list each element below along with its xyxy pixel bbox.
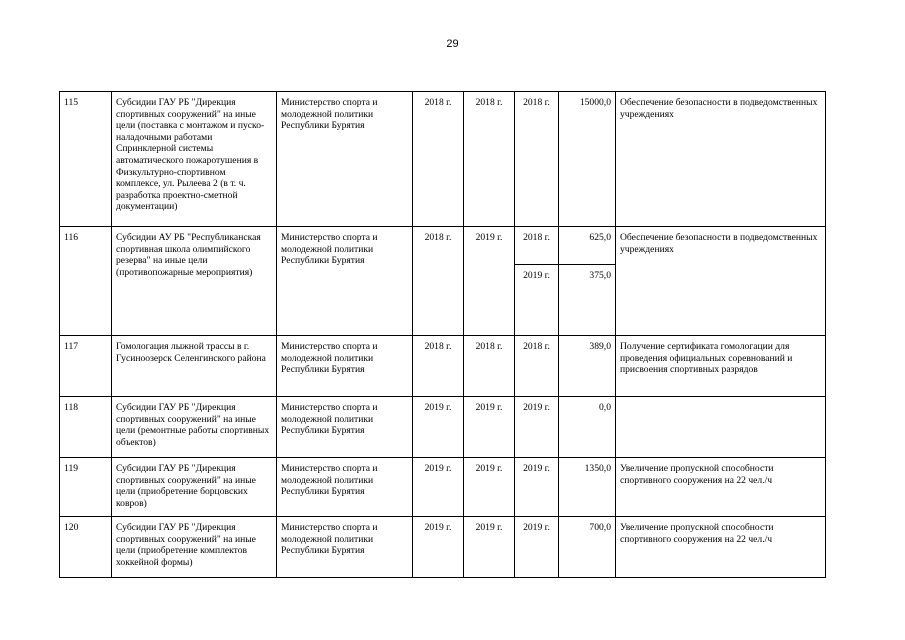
executor: Министерство спорта и молодежной политики Республики Бурятия [277, 92, 413, 227]
expected-result [616, 397, 826, 458]
measure-name: Гомологация лыжной трассы в г. Гусиноозерск Селенгинского района [112, 336, 277, 397]
table-row [60, 92, 826, 227]
measure-name: Субсидии ГАУ РБ "Дирекция спортивных сооружений" на иные цели (приобретение борцовских ковров) [112, 458, 277, 517]
row-number: 115 [60, 92, 112, 227]
row-number: 119 [60, 458, 112, 517]
funding-year: 2019 г. [515, 458, 559, 517]
expected-result: Увеличение пропускной способности спортивного сооружения на 22 чел./ч [616, 517, 826, 578]
executor: Министерство спорта и молодежной политики Республики Бурятия [277, 227, 413, 336]
funding-year: 2019 г. [515, 265, 559, 336]
expected-result: Обеспечение безопасности в подведомственных учреждениях [616, 227, 826, 336]
table-row [60, 336, 826, 397]
expected-result: Получение сертификата гомологации для проведения официальных соревнований и присвоения спортивных разрядов [616, 336, 826, 397]
executor: Министерство спорта и молодежной политики Республики Бурятия [277, 397, 413, 458]
start-year: 2018 г. [413, 227, 464, 336]
funding-amount: 375,0 [559, 265, 616, 336]
end-year: 2019 г. [464, 227, 515, 336]
funding-year: 2019 г. [515, 517, 559, 578]
table-row [60, 397, 826, 458]
row-number: 118 [60, 397, 112, 458]
end-year: 2018 г. [464, 336, 515, 397]
table-row [60, 517, 826, 578]
start-year: 2019 г. [413, 458, 464, 517]
funding-amount: 700,0 [559, 517, 616, 578]
start-year: 2018 г. [413, 92, 464, 227]
funding-amount: 0,0 [559, 397, 616, 458]
funding-amount: 625,0 [559, 227, 616, 265]
start-year: 2019 г. [413, 517, 464, 578]
start-year: 2019 г. [413, 397, 464, 458]
start-year: 2018 г. [413, 336, 464, 397]
end-year: 2019 г. [464, 517, 515, 578]
end-year: 2019 г. [464, 397, 515, 458]
funding-year: 2018 г. [515, 92, 559, 227]
end-year: 2018 г. [464, 92, 515, 227]
program-table [59, 91, 826, 578]
funding-amount: 15000,0 [559, 92, 616, 227]
executor: Министерство спорта и молодежной политики Республики Бурятия [277, 458, 413, 517]
measure-name: Субсидии ГАУ РБ "Дирекция спортивных сооружений" на иные цели (ремонтные работы спортивных объектов) [112, 397, 277, 458]
row-number: 116 [60, 227, 112, 336]
table-row [60, 458, 826, 517]
expected-result: Обеспечение безопасности в подведомственных учреждениях [616, 92, 826, 227]
measure-name: Субсидии ГАУ РБ "Дирекция спортивных сооружений" на иные цели (поставка с монтажом и пуско-наладочными работами Спринклерной системы автоматического пожаротушения в Физкультурно-спортивном комплексе, ул. Рылеева 2 (в т. ч. разработка проектно-сметной документации) [112, 92, 277, 227]
funding-amount: 1350,0 [559, 458, 616, 517]
measure-name: Субсидии ГАУ РБ "Дирекция спортивных сооружений" на иные цели (приобретение комплектов хоккейной формы) [112, 517, 277, 578]
measure-name: Субсидии АУ РБ "Республиканская спортивная школа олимпийского резерва" на иные цели (противопожарные мероприятия) [112, 227, 277, 336]
funding-year: 2018 г. [515, 227, 559, 265]
end-year: 2019 г. [464, 458, 515, 517]
expected-result: Увеличение пропускной способности спортивного сооружения на 22 чел./ч [616, 458, 826, 517]
funding-amount: 389,0 [559, 336, 616, 397]
table-row [60, 227, 826, 265]
funding-year: 2018 г. [515, 336, 559, 397]
row-number: 117 [60, 336, 112, 397]
row-number: 120 [60, 517, 112, 578]
executor: Министерство спорта и молодежной политики Республики Бурятия [277, 517, 413, 578]
funding-year: 2019 г. [515, 397, 559, 458]
executor: Министерство спорта и молодежной политики Республики Бурятия [277, 336, 413, 397]
page-number: 29 [446, 38, 459, 50]
